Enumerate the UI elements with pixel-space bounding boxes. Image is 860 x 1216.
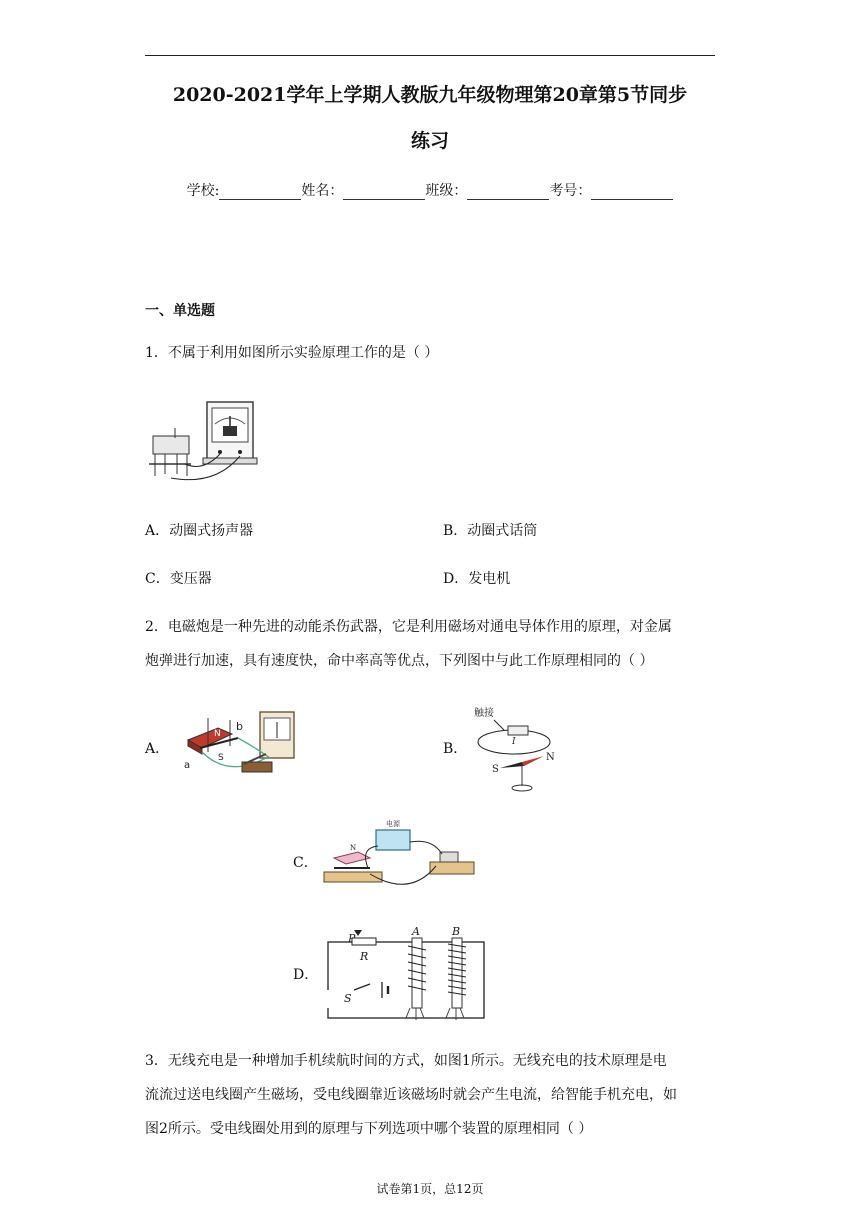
page-title-line2: 练习	[410, 130, 449, 152]
school-blank[interactable]	[219, 185, 301, 200]
q3-stem-line1: 3．无线充电是一种增加手机续航时间的方式，如图1所示。无线充电的技术原理是电	[145, 1053, 667, 1069]
class-blank[interactable]	[467, 185, 549, 200]
q2d-p-label: P	[348, 932, 356, 945]
q2a-a-label: a	[184, 760, 191, 771]
q2b-contact-label: 触接	[474, 708, 494, 719]
name-blank[interactable]	[343, 185, 425, 200]
class-label: 班级：	[425, 183, 468, 199]
student-info-row	[145, 180, 715, 200]
q2-option-a-label[interactable]: A．	[145, 741, 170, 757]
exam-no-blank[interactable]	[591, 185, 673, 200]
header-rule	[145, 55, 715, 56]
page-title-line1: 2020-2021学年上学期人教版九年级物理第20章第5节同步	[172, 84, 688, 106]
q3-stem-line3: 图2所示。受电线圈处用到的原理与下列选项中哪个装置的原理相同（ ）	[145, 1121, 593, 1137]
q2b-s-label: S	[492, 764, 499, 775]
q2-figure-b[interactable]	[470, 702, 562, 798]
q2-figure-a[interactable]	[178, 708, 300, 776]
q2d-a-label: A	[412, 926, 420, 938]
name-label: 姓名：	[301, 183, 344, 199]
q2a-b-label: b	[236, 720, 243, 733]
q2b-n-label: N	[546, 752, 555, 763]
page-footer: 试卷第1页，总12页	[376, 1182, 484, 1196]
q2b-current-label: I	[512, 737, 516, 747]
section-heading: 一、单选题	[145, 303, 215, 319]
exam-no-label: 考号：	[549, 183, 592, 199]
q2d-b-label: B	[452, 926, 461, 938]
q2a-n-label: N	[214, 729, 221, 739]
q2-option-c-label[interactable]: C．	[293, 855, 318, 871]
q2-figure-c[interactable]	[320, 818, 476, 890]
q2-stem-line2: 炮弹进行加速，具有速度快，命中率高等优点，下列图中与此工作原理相同的（ ）	[145, 653, 654, 669]
q2a-s-label: S	[218, 753, 224, 763]
q1-option-d[interactable]: D．发电机	[443, 571, 511, 587]
q2-option-d-label[interactable]: D．	[293, 967, 319, 983]
q1-option-c[interactable]: C．变压器	[145, 571, 212, 587]
q2c-n-label: N	[350, 844, 357, 852]
q2-figure-d[interactable]	[320, 926, 490, 1024]
q2c-power-label: 电源	[386, 820, 400, 828]
school-label: 学校:	[186, 183, 220, 199]
q2d-s-label: S	[344, 992, 352, 1005]
q1-option-b[interactable]: B．动圈式话筒	[443, 523, 538, 539]
q3-stem-line2: 流流过送电线圈产生磁场，受电线圈靠近该磁场时就会产生电流，给智能手机充电，如	[145, 1087, 677, 1103]
q2-option-b-label[interactable]: B．	[443, 741, 468, 757]
q1-option-a[interactable]: A．动圈式扬声器	[145, 523, 254, 539]
q2d-r-label: R	[360, 950, 369, 963]
q1-figure	[145, 398, 260, 486]
q2-stem-line1: 2．电磁炮是一种先进的动能杀伤武器，它是利用磁场对通电导体作用的原理，对金属	[145, 619, 672, 635]
q1-stem: 1．不属于利用如图所示实验原理工作的是（ ）	[145, 345, 439, 361]
